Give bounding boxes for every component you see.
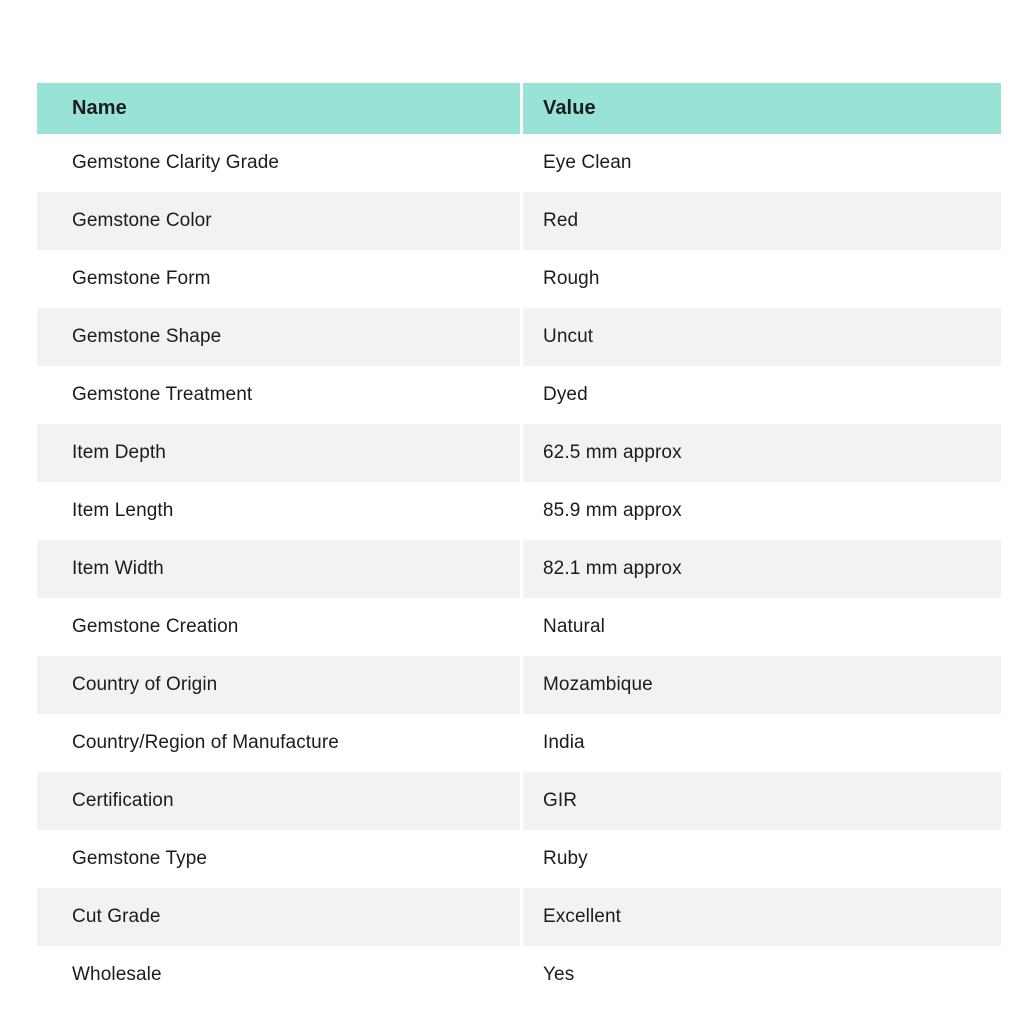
row-name-cell: Country of Origin: [37, 656, 523, 714]
row-name-cell: Country/Region of Manufacture: [37, 714, 523, 772]
column-header-value: Value: [523, 83, 1001, 134]
row-value-cell: 62.5 mm approx: [523, 424, 1001, 482]
row-name-cell: Gemstone Treatment: [37, 366, 523, 424]
row-name-cell: Gemstone Color: [37, 192, 523, 250]
row-value-cell: Excellent: [523, 888, 1001, 946]
row-name-cell: Item Length: [37, 482, 523, 540]
row-name-cell: Cut Grade: [37, 888, 523, 946]
gemstone-attributes-table: [37, 83, 1001, 1004]
table-row: [37, 540, 1001, 598]
table-row: [37, 888, 1001, 946]
table-row: [37, 366, 1001, 424]
table-row: [37, 308, 1001, 366]
row-value-cell: Rough: [523, 250, 1001, 308]
row-value-cell: India: [523, 714, 1001, 772]
table-row: [37, 134, 1001, 192]
row-value-cell: Red: [523, 192, 1001, 250]
column-header-name: Name: [37, 83, 523, 134]
table-row: [37, 192, 1001, 250]
row-name-cell: Certification: [37, 772, 523, 830]
table-row: [37, 656, 1001, 714]
row-value-cell: 82.1 mm approx: [523, 540, 1001, 598]
row-name-cell: Wholesale: [37, 946, 523, 1004]
row-name-cell: Gemstone Creation: [37, 598, 523, 656]
table-header-row: [37, 83, 1001, 134]
row-value-cell: Eye Clean: [523, 134, 1001, 192]
row-value-cell: Ruby: [523, 830, 1001, 888]
row-name-cell: Item Width: [37, 540, 523, 598]
table-row: [37, 250, 1001, 308]
row-name-cell: Item Depth: [37, 424, 523, 482]
row-value-cell: Uncut: [523, 308, 1001, 366]
row-name-cell: Gemstone Clarity Grade: [37, 134, 523, 192]
table-row: [37, 714, 1001, 772]
table-body: [37, 134, 1001, 1004]
table-row: [37, 830, 1001, 888]
row-value-cell: 85.9 mm approx: [523, 482, 1001, 540]
table-row: [37, 772, 1001, 830]
table-row: [37, 482, 1001, 540]
row-name-cell: Gemstone Form: [37, 250, 523, 308]
row-name-cell: Gemstone Type: [37, 830, 523, 888]
row-value-cell: Dyed: [523, 366, 1001, 424]
row-value-cell: Mozambique: [523, 656, 1001, 714]
table-row: [37, 946, 1001, 1004]
row-value-cell: GIR: [523, 772, 1001, 830]
table-row: [37, 598, 1001, 656]
row-value-cell: Natural: [523, 598, 1001, 656]
row-value-cell: Yes: [523, 946, 1001, 1004]
row-name-cell: Gemstone Shape: [37, 308, 523, 366]
table-row: [37, 424, 1001, 482]
